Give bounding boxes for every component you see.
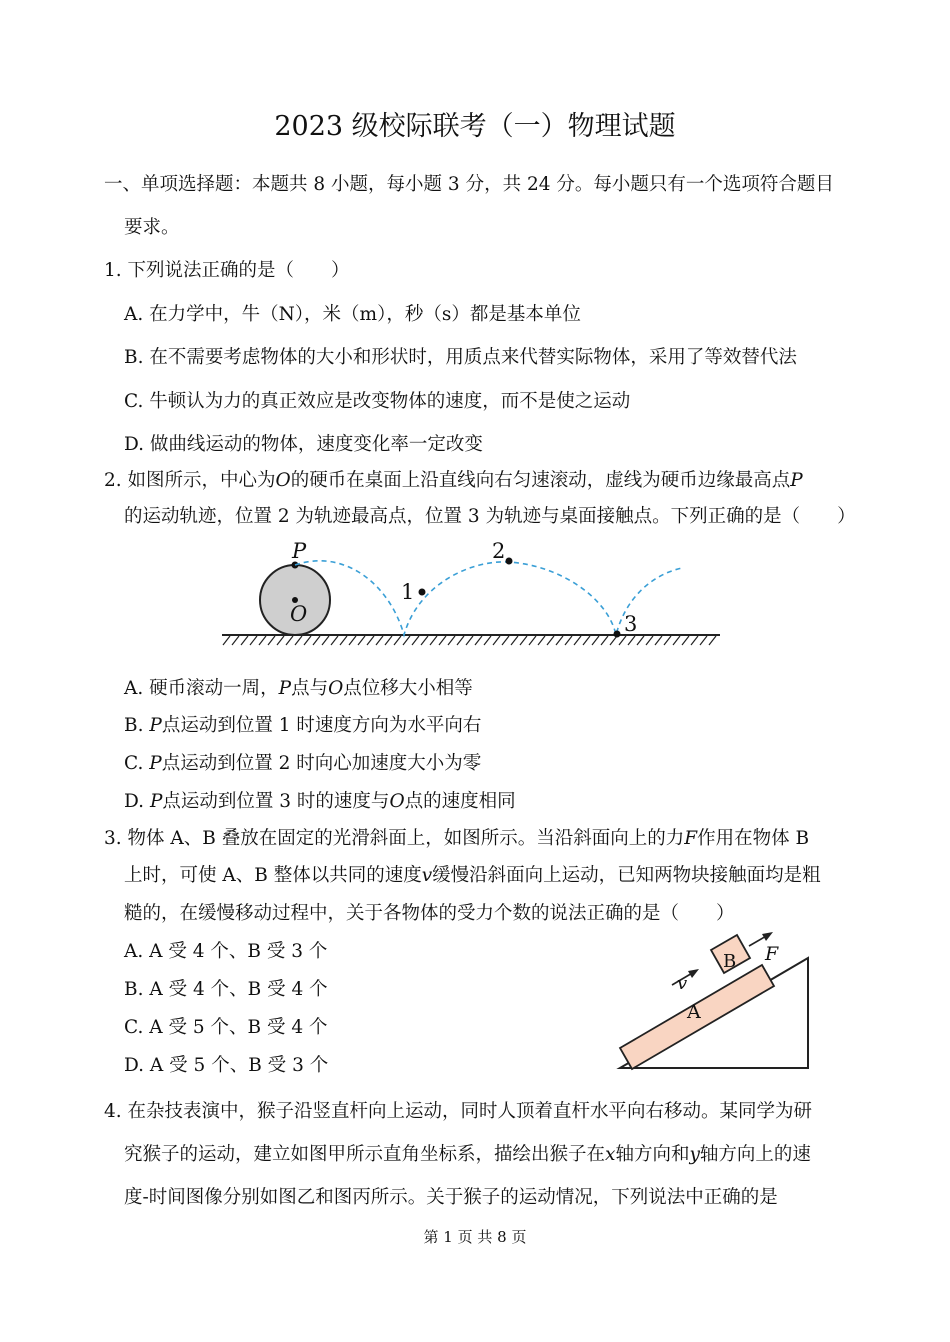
velocity-arrowhead <box>688 969 699 978</box>
label-2: 2 <box>492 539 506 563</box>
label-o: O <box>290 602 308 626</box>
q2-option-b: B. P点运动到位置 1 时速度方向为水平向右 <box>124 715 482 736</box>
q1-option-c: C. 牛顿认为力的真正效应是改变物体的速度，而不是使之运动 <box>124 391 631 412</box>
q1-option-b: B. 在不需要考虑物体的大小和形状时，用质点来代替实际物体，采用了等效替代法 <box>124 347 797 368</box>
label-velocity-v: v <box>677 973 688 994</box>
q1-option-d: D. 做曲线运动的物体，速度变化率一定改变 <box>124 434 483 455</box>
q1-option-a: A. 在力学中，牛（N），米（m），秒（s）都是基本单位 <box>124 304 581 325</box>
label-block-b: B <box>723 951 737 972</box>
force-f-arrowhead <box>762 932 773 941</box>
q4-stem-line3: 度-时间图像分别如图乙和图丙所示。关于猴子的运动情况，下列说法中正确的是 <box>124 1187 778 1208</box>
page-title: 2023 级校际联考（一）物理试题 <box>274 111 676 142</box>
label-1: 1 <box>401 580 415 604</box>
q4-stem-line2: 究猴子的运动，建立如图甲所示直角坐标系，描绘出猴子在x轴方向和y轴方向上的速 <box>124 1144 811 1165</box>
q2-stem-line2: 的运动轨迹，位置 2 为轨迹最高点，位置 3 为轨迹与桌面接触点。下列正确的是（ ） <box>124 506 856 527</box>
q3-stem-line1: 3. 物体 A、B 叠放在固定的光滑斜面上，如图所示。当沿斜面向上的力F作用在物体 B <box>104 828 810 849</box>
q3-stem-line3: 糙的，在缓慢移动过程中，关于各物体的受力个数的说法正确的是（ ） <box>124 903 735 924</box>
q2-option-c: C. P点运动到位置 2 时向心加速度大小为零 <box>124 753 482 774</box>
q2-stem-line1: 2. 如图所示，中心为O的硬币在桌面上沿直线向右匀速滚动，虚线为硬币边缘最高点P <box>104 470 803 491</box>
label-p: P <box>292 539 307 563</box>
q4-stem-line1: 4. 在杂技表演中，猴子沿竖直杆向上运动，同时人顶着直杆水平向右移动。某同学为研 <box>104 1101 813 1122</box>
section-heading: 一、单项选择题：本题共 8 小题，每小题 3 分，共 24 分。每小题只有一个选项符合题目 <box>104 174 834 195</box>
q2-option-a: A. 硬币滚动一周，P点与O点位移大小相等 <box>124 678 473 699</box>
q3-option-d: D. A 受 5 个、B 受 3 个 <box>124 1055 329 1076</box>
q2-option-d: D. P点运动到位置 3 时的速度与O点的速度相同 <box>124 791 516 812</box>
q3-stem-line2: 上时，可使 A、B 整体以共同的速度v缓慢沿斜面向上运动，已知两物块接触面均是粗 <box>124 865 821 886</box>
q3-option-c: C. A 受 5 个、B 受 4 个 <box>124 1017 328 1038</box>
label-force-f: F <box>765 943 779 965</box>
page-footer: 第 1 页 共 8 页 <box>423 1228 527 1246</box>
q1-stem: 1. 下列说法正确的是（ ） <box>104 260 350 281</box>
section-heading-cont: 要求。 <box>124 217 180 238</box>
label-3: 3 <box>624 612 638 636</box>
label-block-a: A <box>687 1001 701 1023</box>
q3-option-b: B. A 受 4 个、B 受 4 个 <box>124 979 328 1000</box>
q3-option-a: A. A 受 4 个、B 受 3 个 <box>124 941 328 962</box>
